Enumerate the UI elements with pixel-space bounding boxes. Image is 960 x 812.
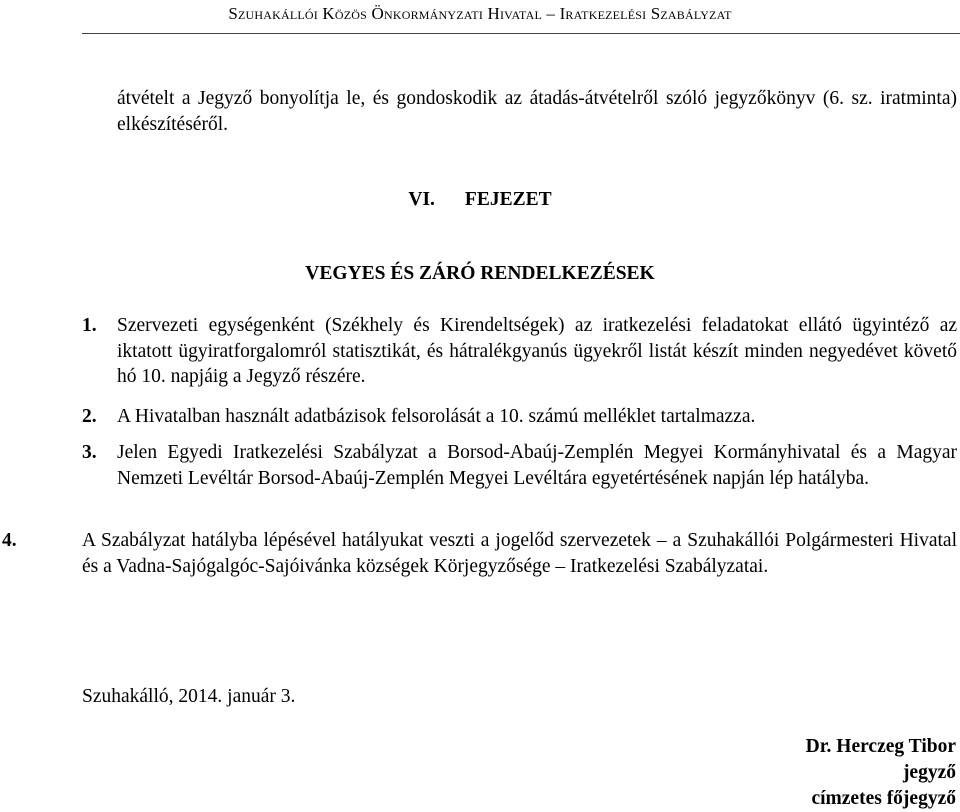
signature-role-secondary: címzetes főjegyző xyxy=(811,788,956,809)
item-number: 1. xyxy=(82,315,97,336)
item-number: 4. xyxy=(2,530,17,551)
item-number: 2. xyxy=(82,406,97,427)
page-header: Szuhakállói Közös Önkormányzati Hivatal – Iratkezelési Szabályzat xyxy=(228,4,732,23)
signature-name: Dr. Herczeg Tibor xyxy=(805,736,956,757)
chapter-number: VI. xyxy=(408,189,435,210)
chapter-heading xyxy=(0,187,960,213)
header-divider xyxy=(82,33,960,34)
chapter-label: FEJEZET xyxy=(464,189,552,210)
item-number: 3. xyxy=(82,442,97,463)
item-text: Jelen Egyedi Iratkezelési Szabályzat a Borsod-Abaúj-Zemplén Megyei Kormányhivatal és a Magyar Nemzeti Levéltár Borsod-Abaúj-Zemplén Megyei Levéltára egyetértésének napján lép hatályba. xyxy=(117,442,957,489)
intro-paragraph: átvételt a Jegyző bonyolítja le, és gondoskodik az átadás-átvételről szóló jegyzőkönyv (6. sz. iratminta) elkészítéséről. xyxy=(117,88,957,135)
item-text: Szervezeti egységenként (Székhely és Kirendeltségek) az iratkezelési feladatokat ellátó ügyintéző az iktatott ügyiratforgalomról statisztikát, és hátralékgyanús ügyekről listát készít minden negyedévet követő hó 10. napjáig a Jegyző részére. xyxy=(117,315,957,387)
place-date: Szuhakálló, 2014. január 3. xyxy=(82,686,296,707)
signature-role: jegyző xyxy=(902,762,956,783)
chapter-title: VEGYES ÉS ZÁRÓ RENDELKEZÉSEK xyxy=(305,263,655,284)
item-text: A Szabályzat hatályba lépésével hatályukat veszti a jogelőd szervezetek – a Szuhakállói Polgármesteri Hivatal és a Vadna-Sajógalgóc-Sajóivánka községek Körjegyzősége – Iratkezelési Szabályzatai. xyxy=(82,530,957,577)
item-text: A Hivatalban használt adatbázisok felsorolását a 10. számú melléklet tartalmazza. xyxy=(117,406,756,427)
